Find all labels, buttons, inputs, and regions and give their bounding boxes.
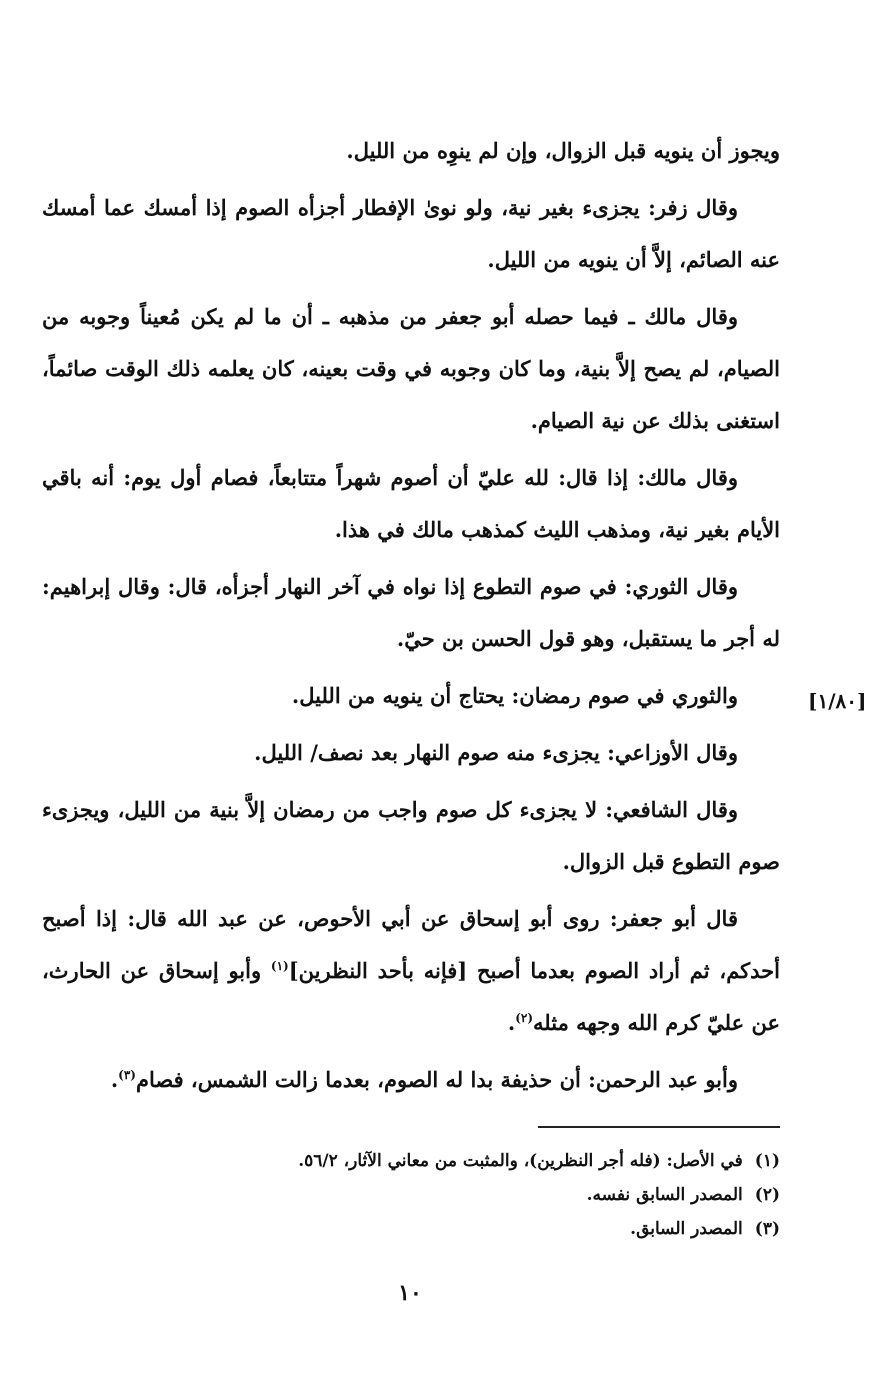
paragraph-text: وقال الشافعي: لا يجزىء كل صوم واجب من رمضان إلاَّ بنية من الليل، ويجزىء صوم التطوع قبل الزوال. — [42, 797, 780, 874]
paragraph-4 — [42, 452, 780, 556]
paragraph-text: وقال الثوري: في صوم التطوع إذا نواه في آخر النهار أجزأه، قال: وقال إبراهيم: له أجر ما يستقبل، وهو قول الحسن بن حيّ. — [42, 574, 780, 651]
page-number: ١٠ — [398, 1280, 422, 1306]
footnote-ref-2[interactable]: (٢) — [515, 1011, 534, 1025]
footnote-divider — [538, 1126, 780, 1128]
footnotes — [160, 1144, 780, 1246]
footnote-1 — [160, 1144, 780, 1178]
manuscript-folio-marker: [١/٨٠] — [808, 689, 867, 713]
paragraph-text-end: . — [507, 1010, 516, 1035]
footnote-3 — [160, 1212, 780, 1246]
footnote-ref-1[interactable]: (١) — [270, 959, 289, 973]
footnote-text: المصدر السابق. — [630, 1219, 743, 1239]
paragraph-text: قال أبو جعفر: روى أبو إسحاق عن أبي الأحوص، عن عبد الله قال: إذا أصبح أحدكم، ثم أراد الصوم بعدما أصبح [فإنه بأحد النظرين] — [42, 906, 781, 983]
paragraph-text: ويجوز أن ينويه قبل الزوال، وإن لم ينوِه من الليل. — [346, 138, 780, 163]
paragraph-text: والثوري في صوم رمضان: يحتاج أن ينويه من الليل. — [291, 683, 738, 708]
paragraph-2 — [42, 182, 780, 286]
paragraph-text-tail: وأبو إسحاق عن الحارث، عن عليّ كرم الله وجهه مثله — [42, 958, 780, 1035]
paragraph-1 — [42, 125, 780, 177]
paragraph-text-end: . — [110, 1067, 119, 1092]
paragraph-10 — [42, 1054, 780, 1106]
footnote-ref-3[interactable]: (٣) — [118, 1068, 136, 1082]
paragraph-7 — [42, 727, 780, 779]
footnote-number: (٢) — [754, 1185, 780, 1205]
paragraph-3 — [42, 291, 780, 447]
paragraph-text: وقال زفر: يجزىء بغير نية، ولو نوىٰ الإفطار أجزأه الصوم إذا أمسك عما أمسك عنه الصائم، إلاَّ أن ينويه من الليل. — [42, 195, 780, 272]
paragraph-5 — [42, 561, 780, 665]
paragraph-9 — [42, 893, 780, 1049]
paragraph-text: وقال الأوزاعي: يجزىء منه صوم النهار بعد نصف/ الليل. — [254, 740, 738, 765]
paragraph-8 — [42, 784, 780, 888]
footnote-text: في الأصل: (فله أجر النظرين)، والمثبت من معاني الآثار، ٥٦/٢. — [298, 1151, 743, 1171]
main-text — [42, 125, 780, 1111]
footnote-2 — [160, 1178, 780, 1212]
paragraph-6 — [42, 670, 780, 722]
footnote-text: المصدر السابق نفسه. — [586, 1185, 743, 1205]
paragraph-text: وقال مالك: إذا قال: لله عليّ أن أصوم شهراً متتابعاً، فصام أول يوم: أنه باقي الأيام بغير نية، ومذهب الليث كمذهب مالك في هذا. — [42, 465, 780, 542]
footnote-number: (٣) — [754, 1219, 780, 1239]
footnote-number: (١) — [754, 1151, 780, 1171]
paragraph-text: وأبو عبد الرحمن: أن حذيفة بدا له الصوم، بعدما زالت الشمس، فصام — [135, 1067, 738, 1092]
paragraph-text: وقال مالك ـ فيما حصله أبو جعفر من مذهبه ـ أن ما لم يكن مُعيناً وجوبه من الصيام، لم يصح إلاَّ بنية، وما كان وجوبه في وقت بعينه، كان يعلمه ذلك الوقت صائماً، استغنى بذلك عن نية الصيام. — [42, 304, 780, 433]
